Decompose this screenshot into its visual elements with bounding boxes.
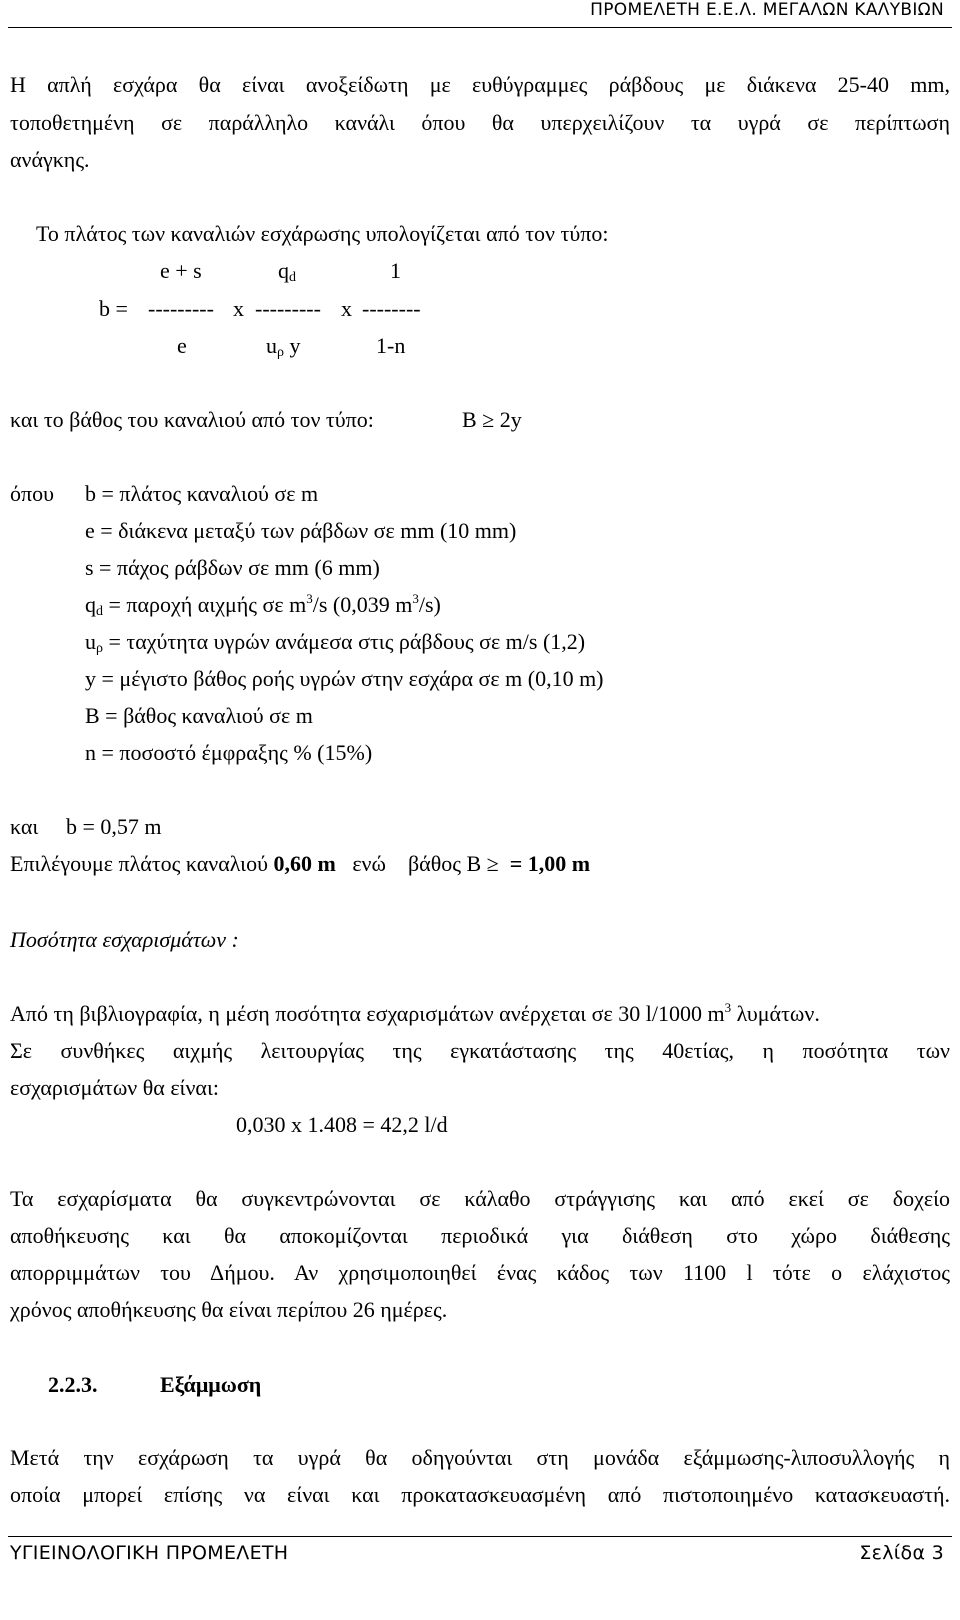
depth-formula-expr: B ≥ 2y — [462, 407, 522, 432]
formula-lhs: b = — [99, 296, 128, 321]
formula-bar-2: --------- — [255, 296, 321, 321]
result-kai: και — [10, 814, 39, 839]
intro-line-1: Η απλή εσχάρα θα είναι ανοξείδωτη με ευθύγραμμες ράβδους με διάκενα 25-40 mm, — [10, 72, 950, 97]
formula-times-2: x — [341, 296, 352, 321]
def-n: n = ποσοστό έμφραξης % (15%) — [85, 740, 373, 765]
screenings-p2-line-2: εσχαρισμάτων θα είναι: — [10, 1075, 219, 1100]
result-choice: Επιλέγουμε πλάτος καναλιού 0,60 m ενώ βάθος B ≥ = 1,00 m — [10, 851, 591, 876]
formula-num-2: qd — [278, 258, 296, 285]
formula-num-3: 1 — [390, 258, 401, 283]
header-rule — [8, 27, 952, 28]
def-s: s = πάχος ράβδων σε mm (6 mm) — [85, 555, 380, 580]
screenings-p2-line-1: Σε συνθήκες αιχμής λειτουργίας της εγκατάστασης της 40ετίας, η ποσότητα των — [10, 1038, 950, 1063]
intro-line-3: ανάγκης. — [10, 147, 90, 172]
storage-line-1: Τα εσχαρίσματα θα συγκεντρώνονται σε κάλαθο στράγγισης και από εκεί σε δοχείο — [10, 1186, 950, 1211]
def-b: b = πλάτος καναλιού σε m — [85, 481, 319, 506]
formula-bar-3: -------- — [362, 296, 421, 321]
screenings-heading: Ποσότητα εσχαρισμάτων : — [10, 927, 239, 952]
def-u: uρ = ταχύτητα υγρών ανάμεσα στις ράβδους σε m/s (1,2) — [85, 629, 586, 656]
def-e: e = διάκενα μεταξύ των ράβδων σε mm (10 mm) — [85, 518, 517, 543]
section-line-1: Μετά την εσχάρωση τα υγρά θα οδηγούνται στη μονάδα εξάμμωσης-λιποσυλλογής η — [10, 1445, 950, 1470]
formula-den-3: 1-n — [376, 333, 406, 358]
formula-den-2: uρ y — [266, 333, 301, 360]
depth-formula-label: και το βάθος του καναλιού από τον τύπο: — [10, 407, 374, 432]
formula-den-1: e — [177, 333, 187, 358]
def-B: B = βάθος καναλιού σε m — [85, 703, 313, 728]
def-y: y = μέγιστο βάθος ροής υγρών στην εσχάρα σε m (0,10 m) — [85, 666, 604, 691]
storage-line-4: χρόνος αποθήκευσης θα είναι περίπου 26 ημέρες. — [10, 1297, 448, 1322]
formula-times-1: x — [233, 296, 244, 321]
footer-left: ΥΓΙΕΙΝΟΛΟΓΙΚΗ ΠΡΟΜΕΛΕΤΗ — [10, 1542, 289, 1564]
screenings-calc: 0,030 x 1.408 = 42,2 l/d — [236, 1112, 448, 1137]
section-line-2: οποία μπορεί επίσης να είναι και προκατασκευασμένη από πιστοποιημένο κατασκευαστή. — [10, 1482, 950, 1507]
footer-page-number: Σελίδα 3 — [859, 1542, 944, 1564]
screenings-p1: Από τη βιβλιογραφία, η μέση ποσότητα εσχαρισμάτων ανέρχεται σε 30 l/1000 $m^3$ λυμάτων. — [10, 1000, 820, 1026]
storage-line-3: απορριμμάτων του Δήμου. Αν χρησιμοποιηθεί ένας κάδος των 1100 l τότε ο ελάχιστος — [10, 1260, 950, 1285]
storage-line-2: αποθήκευσης και θα αποκομίζονται περιοδικά για διάθεση στο χώρο διάθεσης — [10, 1223, 950, 1248]
intro-line-2: τοποθετημένη σε παράλληλο κανάλι όπου θα υπερχειλίζουν τα υγρά σε περίπτωση — [10, 110, 950, 135]
section-number: 2.2.3. — [48, 1372, 98, 1397]
footer-rule — [8, 1536, 952, 1537]
result-b-value: b = 0,57 m — [66, 814, 162, 839]
running-header: ΠΡΟΜΕΛΕΤΗ Ε.Ε.Λ. ΜΕΓΑΛΩΝ ΚΑΛΥΒΙΩΝ — [590, 0, 944, 20]
formula-bar-1: --------- — [148, 296, 214, 321]
section-title: Εξάμμωση — [160, 1372, 262, 1397]
where-label: όπου — [10, 481, 54, 506]
width-formula-intro: Το πλάτος των καναλιών εσχάρωσης υπολογίζεται από τον τύπο: — [36, 221, 609, 246]
def-qd: qd = παροχή αιχμής σε $m^3/s$ (0,039 $m^3/s$) — [85, 591, 441, 619]
formula-num-1: e + s — [160, 258, 202, 283]
